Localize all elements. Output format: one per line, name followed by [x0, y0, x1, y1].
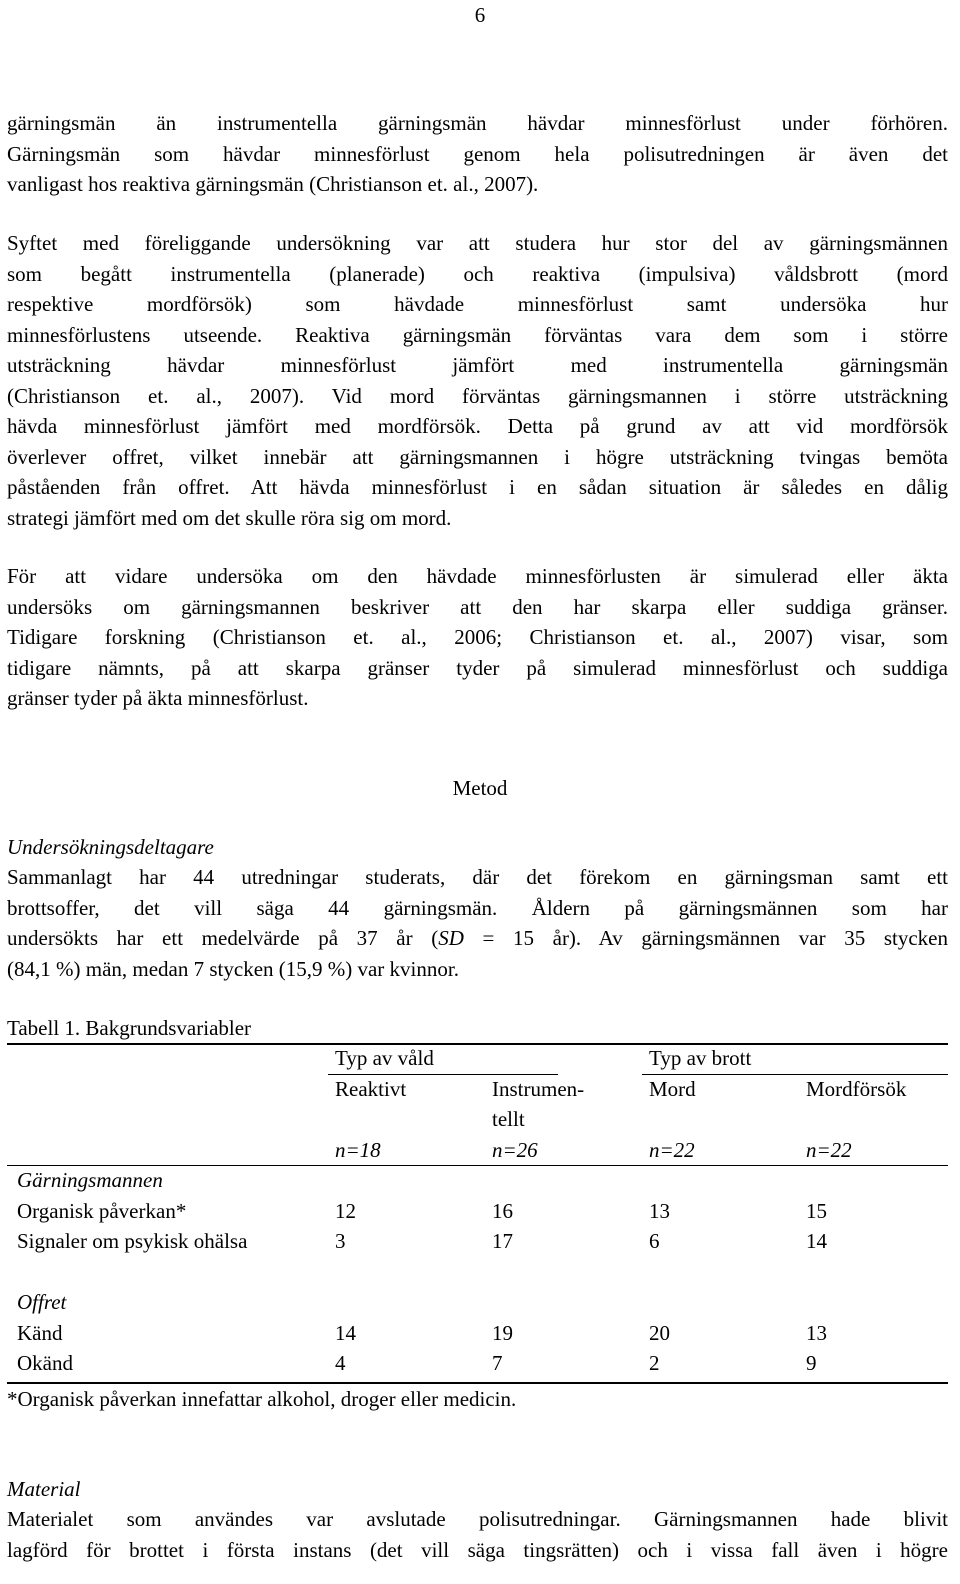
group-header: Typ av brott [649, 1046, 752, 1070]
text-line: påståenden från offret. Att hävda minnesförlust i en sådan situation är således en dålig [7, 475, 948, 499]
row-label: Känd [17, 1320, 63, 1345]
column-header: Instrumen- [492, 1076, 585, 1101]
sd-symbol: SD [438, 926, 464, 950]
table-cell: 6 [649, 1229, 660, 1253]
table-row [7, 1226, 948, 1257]
table-cell: 4 [335, 1351, 346, 1375]
subheading-participants: Undersökningsdeltagare [7, 835, 214, 859]
table-row [7, 1135, 948, 1166]
sample-size: n=22 [649, 1137, 695, 1162]
column-header: Reaktivt [335, 1076, 407, 1101]
table-row [7, 1165, 948, 1196]
text-line: (Christianson et. al., 2007). Vid mord förväntas gärningsmannen i större utsträckning [7, 383, 948, 408]
table-row [7, 1104, 948, 1135]
text-line: respektive mordförsök) som hävdade minnesförlust samt undersöka hur [7, 292, 948, 316]
column-header-continued: tellt [492, 1107, 525, 1131]
table-cell: 19 [492, 1320, 513, 1345]
text-line: vanligast hos reaktiva gärningsmän (Christianson et. al., 2007). [7, 172, 539, 196]
sample-size: n=18 [335, 1137, 381, 1162]
column-header: Mordförsök [806, 1076, 907, 1101]
table-cell: 20 [649, 1320, 670, 1345]
text-line: som begått instrumentella (planerade) och reaktiva (impulsiva) våldsbrott (mord [7, 261, 948, 286]
table-row [7, 1043, 948, 1074]
table-cell: 12 [335, 1198, 356, 1223]
paragraph-aim [7, 228, 948, 533]
table-caption: Tabell 1. Bakgrundsvariabler [7, 1016, 252, 1040]
text-line: Materialet som användes var avslutade polisutredningar. Gärningsmannen hade blivit [7, 1507, 948, 1531]
column-header: Mord [649, 1076, 696, 1101]
text-line: Syftet med föreliggande undersökning var att studera hur stor del av gärningsmännen [7, 231, 948, 255]
section-heading-method: Metod [452, 776, 508, 800]
text-fragment: undersökts har ett medelvärde på 37 år ( [7, 926, 439, 950]
background-variables-table [7, 1043, 948, 1379]
table-row [7, 1348, 948, 1379]
text-line: utsträckning hävdar minnesförlust jämfört med instrumentella gärningsmän [7, 353, 948, 377]
text-fragment: = 15 år). Av gärningsmännen var 35 stycken [463, 926, 948, 950]
table-cell: 13 [806, 1320, 827, 1345]
text-line: överlever offret, vilket innebär att gärningsmannen i högre utsträckning tvingas bemöta [7, 444, 948, 469]
table-cell: 17 [492, 1229, 513, 1253]
text-line: strategi jämfört med om det skulle röra sig om mord. [7, 505, 452, 530]
table-row [7, 1287, 948, 1318]
row-label: Organisk påverkan* [17, 1198, 187, 1223]
table-cell: 14 [335, 1320, 356, 1345]
text-line: minnesförlustens utseende. Reaktiva gärningsmän förväntas vara dem som i större [7, 322, 948, 347]
table-cell: 16 [492, 1198, 513, 1223]
text-line: Sammanlagt har 44 utredningar studerats, där det förekom en gärningsman samt ett [7, 865, 948, 889]
text-line [7, 923, 948, 954]
text-line: tidigare nämnts, på att skarpa gränser tyder på simulerad minnesförlust och suddiga [7, 655, 948, 680]
table-cell: 13 [649, 1198, 670, 1223]
table-row [7, 1318, 948, 1349]
section-label: Gärningsmannen [17, 1168, 163, 1192]
page-number: 6 [474, 3, 486, 27]
table-cell: 9 [806, 1351, 817, 1375]
table-row [7, 1196, 948, 1227]
text-line: brottsoffer, det vill säga 44 gärningsmän. Åldern på gärningsmännen som har [7, 895, 948, 920]
sample-size: n=22 [806, 1137, 852, 1162]
table-cell: 7 [492, 1351, 503, 1375]
text-line: hävda minnesförlust jämfört med mordförsök. Detta på grund av att vid mordförsök [7, 414, 948, 438]
table-cell: 15 [806, 1198, 827, 1223]
row-label: Signaler om psykisk ohälsa [17, 1229, 248, 1253]
table-cell: 14 [806, 1229, 827, 1253]
paragraph-intro [7, 108, 948, 200]
text-line: För att vidare undersöka om den hävdade minnesförlusten är simulerad eller äkta [7, 564, 948, 588]
text-line: Tidigare forskning (Christianson et. al., 2006; Christianson et. al., 2007) visar, som [7, 625, 948, 649]
table-spacer-row [7, 1257, 948, 1288]
row-label: Okänd [17, 1351, 73, 1375]
paragraph-boundaries [7, 561, 948, 714]
text-line: gärningsmän än instrumentella gärningsmän hävdar minnesförlust under förhören. [7, 111, 948, 135]
subheading-material: Material [7, 1477, 81, 1501]
paragraph-material [7, 1504, 948, 1565]
sample-size: n=26 [492, 1137, 538, 1162]
section-label: Offret [17, 1290, 67, 1314]
text-line: Gärningsmän som hävdar minnesförlust genom hela polisutredningen är även det [7, 141, 948, 166]
paragraph-participants [7, 862, 948, 984]
text-line: undersöks om gärningsmannen beskriver att den har skarpa eller suddiga gränser. [7, 594, 948, 619]
text-line: lagförd för brottet i första instans (det vill säga tingsrätten) och i vissa fall även i högre [7, 1537, 948, 1562]
text-line: gränser tyder på äkta minnesförlust. [7, 686, 309, 710]
text-line: (84,1 %) män, medan 7 stycken (15,9 %) var kvinnor. [7, 956, 459, 981]
group-header: Typ av våld [335, 1046, 434, 1070]
table-row [7, 1074, 948, 1105]
table-cell: 2 [649, 1351, 660, 1375]
table-footnote: *Organisk påverkan innefattar alkohol, droger eller medicin. [7, 1387, 517, 1411]
table-cell: 3 [335, 1229, 346, 1253]
